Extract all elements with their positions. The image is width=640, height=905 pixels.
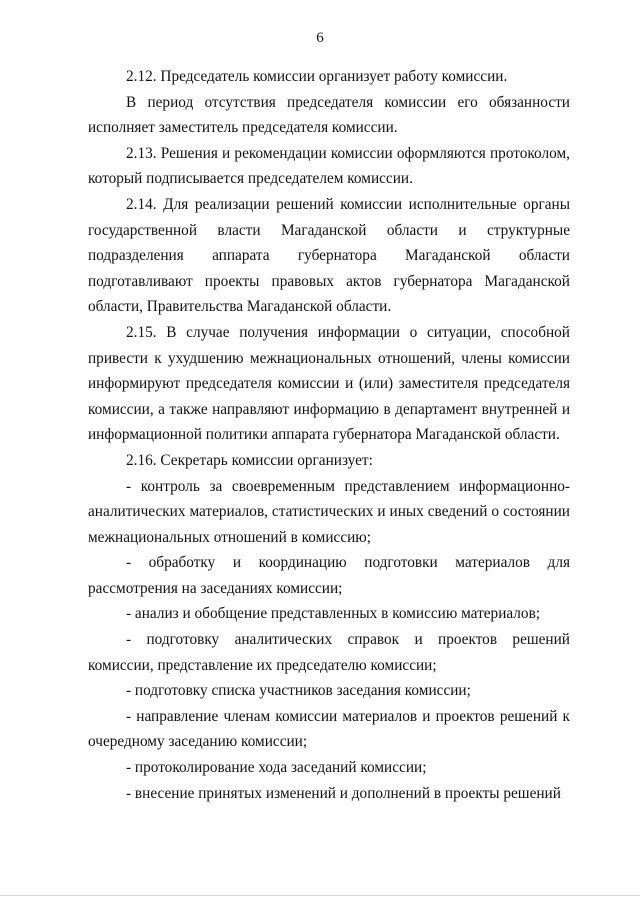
list-item-reports: - подготовку аналитических справок и проектов решений комиссии, представление их председателю комиссии;: [88, 631, 570, 674]
page-number: 6: [316, 30, 324, 46]
paragraph-2-15: 2.15. В случае получения информации о ситуации, способной привести к ухудшению межнациональных отношений, члены комиссии информируют председателя комиссии и (или) заместителя председателя комиссии, а также направляют информацию в департамент внутренней и информационной политики аппарата губернатора Магаданской области.: [88, 323, 570, 444]
paragraph-2-16: 2.16. Секретарь комиссии организует:: [126, 451, 373, 469]
list-item-analysis: - анализ и обобщение представленных в комиссию материалов;: [126, 605, 541, 623]
paragraph-2-14: 2.14. Для реализации решений комиссии исполнительные органы государственной власти Магаданской области и структурные подразделения аппарата губернатора Магаданской области подготавливают проекты правовых актов губернатора Магаданской области, Правительства Магаданской области.: [88, 195, 570, 316]
list-item-participants: - подготовку списка участников заседания комиссии;: [126, 682, 471, 700]
document-body: [88, 64, 570, 806]
scan-edge-line: [0, 895, 640, 896]
list-item-sending: - направление членам комиссии материалов и проектов решений к очередному заседанию комиссии;: [88, 707, 570, 751]
paragraph-chairman-absence: В период отсутствия председателя комиссии его обязанности исполняет заместитель председателя комиссии.: [88, 93, 570, 137]
list-item-processing: - обработку и координацию подготовки материалов для рассмотрения на заседаниях комиссии;: [88, 554, 570, 597]
paragraph-2-13: 2.13. Решения и рекомендации комиссии оформляются протоколом, который подписывается председателем комиссии.: [88, 144, 570, 188]
list-item-control: - контроль за своевременным представлением информационно-аналитических материалов, статистических и иных сведений о состоянии межнациональных отношений в комиссию;: [88, 477, 570, 546]
paragraph-2-12: 2.12. Председатель комиссии организует работу комиссии.: [126, 68, 508, 85]
list-item-amendments: - внесение принятых изменений и дополнений в проекты решений: [126, 784, 561, 802]
list-item-minutes: - протоколирование хода заседаний комиссии;: [126, 759, 427, 777]
